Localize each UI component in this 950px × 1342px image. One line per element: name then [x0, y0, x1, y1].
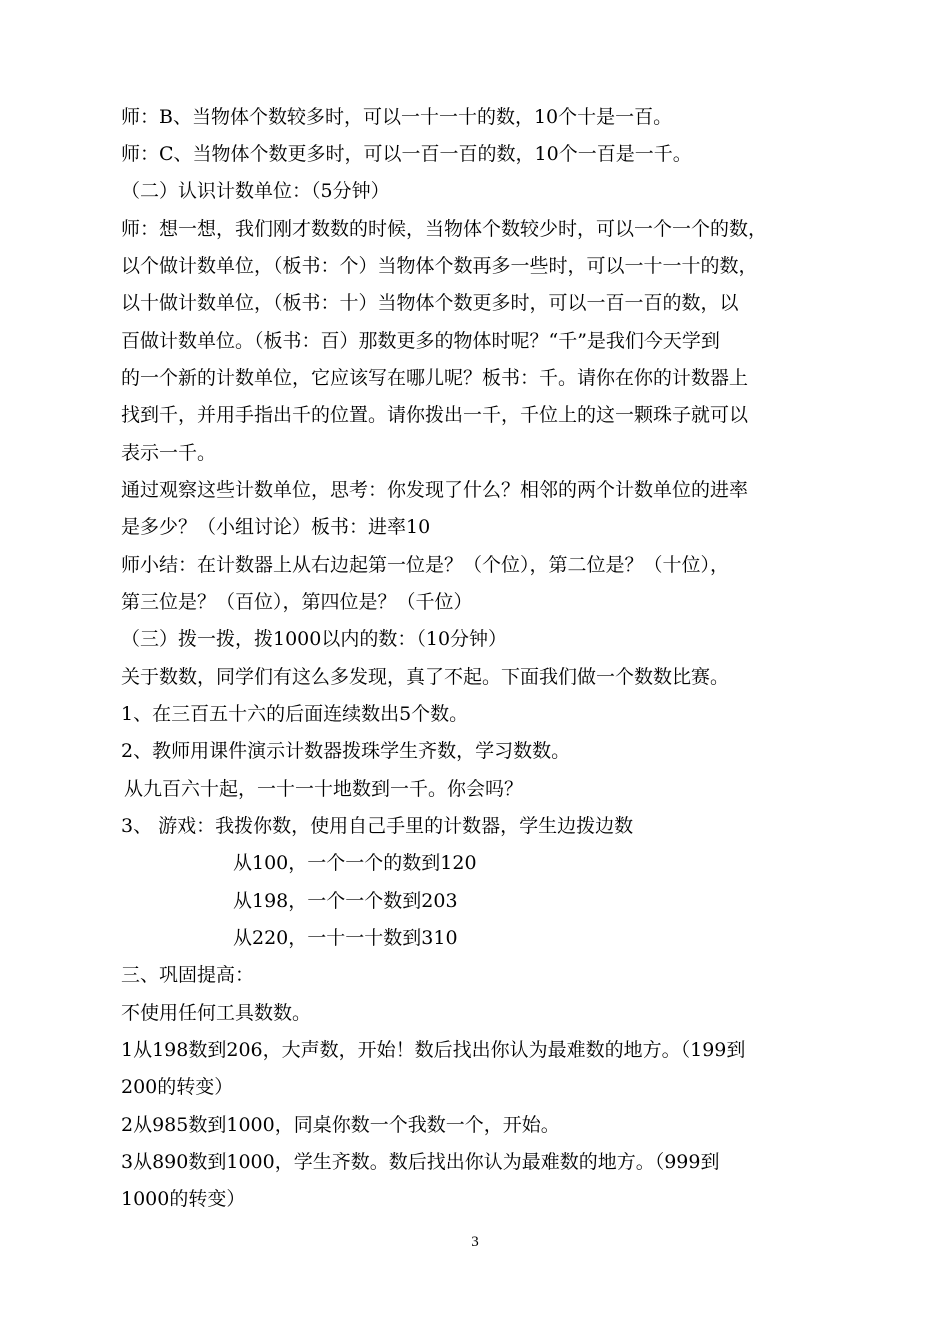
text-line: 是多少？（小组讨论）板书：进率10	[121, 516, 431, 538]
indented-line: 从100，一个一个的数到120	[233, 852, 477, 874]
text-line: 表示一千。	[121, 442, 217, 464]
text-line: 以个做计数单位，（板书：个）当物体个数再多一些时，可以一十一十的数，	[121, 255, 758, 277]
text-line: 百做计数单位。（板书：百）那数更多的物体时呢？“千”是我们今天学到	[121, 330, 720, 352]
list-item: 3从890数到1000，学生齐数。数后找出你认为最难数的地方。（999到	[121, 1151, 720, 1173]
indented-line: 从198，一个一个数到203	[233, 890, 458, 912]
text-line: 以十做计数单位，（板书：十）当物体个数更多时，可以一百一百的数，以	[121, 292, 739, 314]
list-item: 3、 游戏：我拨你数，使用自己手里的计数器，学生边拨边数	[121, 815, 634, 837]
text-line: 1000的转变）	[121, 1188, 246, 1210]
section-heading: 三、巩固提高：	[121, 964, 255, 986]
indented-line: 从220，一十一十数到310	[233, 927, 458, 949]
section-heading: （二）认识计数单位：（5分钟）	[121, 180, 390, 202]
section-heading: （三）拨一拨，拨1000以内的数：（10分钟）	[121, 628, 508, 650]
list-item: 2从985数到1000，同桌你数一个我数一个，开始。	[121, 1114, 560, 1136]
text-line: 关于数数，同学们有这么多发现，真了不起。下面我们做一个数数比赛。	[121, 666, 730, 688]
text-line: 不使用任何工具数数。	[121, 1002, 312, 1024]
text-line: 师：C、当物体个数更多时，可以一百一百的数，10个一百是一千。	[121, 143, 692, 165]
text-line: 通过观察这些计数单位，思考：你发现了什么？相邻的两个计数单位的进率	[121, 479, 749, 501]
text-line: 的一个新的计数单位，它应该写在哪儿呢？板书：千。请你在你的计数器上	[121, 367, 749, 389]
text-line: 师小结：在计数器上从右边起第一位是？（个位），第二位是？（十位），	[121, 554, 730, 576]
text-line: 师：B、当物体个数较多时，可以一十一十的数，10个十是一百。	[121, 106, 673, 128]
text-line: 第三位是？（百位），第四位是？（千位）	[121, 591, 473, 613]
text-line: 师：想一想，我们刚才数数的时候，当物体个数较少时，可以一个一个的数，	[121, 218, 768, 240]
list-item: 2、教师用课件演示计数器拨珠学生齐数，学习数数。	[121, 740, 571, 762]
text-line: 从九百六十起，一十一十地数到一千。你会吗？	[124, 778, 524, 800]
list-item: 1从198数到206，大声数，开始！数后找出你认为最难数的地方。（199到	[121, 1039, 746, 1061]
list-item: 1、在三百五十六的后面连续数出5个数。	[121, 703, 469, 725]
text-line: 找到千，并用手指出千的位置。请你拨出一千，千位上的这一颗珠子就可以	[121, 404, 749, 426]
text-line: 200的转变）	[121, 1076, 234, 1098]
page-number: 3	[471, 1234, 479, 1250]
